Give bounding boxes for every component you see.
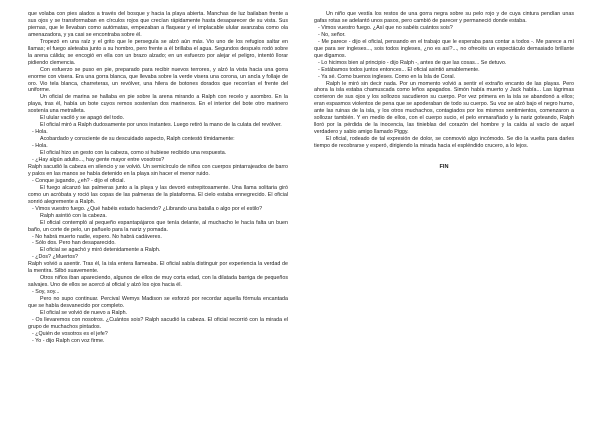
paragraph: El oficial se volvió de nuevo a Ralph. <box>40 309 128 316</box>
closing-word: FIN <box>439 164 449 171</box>
dialogue-line: - Hola. <box>32 143 48 150</box>
dialogue-line: - Vimos vuestro fuego. ¿Así que no sabéis cuántos sois? <box>318 24 453 31</box>
paragraph: Ralph sacudió la cabeza en silencio y se volvió. Un semicírculo de niños con cuerpos pintarrajeados de barro y palos en las manos se había detenido en la playa sin hacer el menor ruido. <box>28 163 288 177</box>
paragraph: que volaba con pies alados a través del bosque y hacia la playa abierta. Manchas de luz bailaban frente a sus ojos y se transformaban en círculos rojos que crecían rápidamente hasta desaparecer de su vista. Sus piernas, que le llevaban como autómatas, empezaban a flaquear y el implacable ulular avanzaba como ola amenazadora, y ya casi se encontraba sobre él. <box>28 11 288 38</box>
dialogue-line: - Soy, soy... <box>32 289 60 296</box>
dialogue-line: - ¿Hay algún adulto..., hay gente mayor entre vosotros? <box>32 157 165 164</box>
dialogue-line: - Lo hicimos bien al principio - dijo Ralph -, antes de que las cosas... Se detuvo. <box>318 59 507 66</box>
dialogue-line: - No, señor. <box>318 31 346 38</box>
dialogue-line: - Yo - dijo Ralph con voz firme. <box>32 337 105 344</box>
paragraph: El ulular vaciló y se apagó del todo. <box>40 115 125 122</box>
dialogue-line: - ¿Dos? ¿Muertos? <box>32 254 79 261</box>
dialogue-line: - Os llevaremos con nosotros. ¿Cuántos sois? Ralph sacudió la cabeza. El oficial recorrió con la mirada el grupo de muchachos pintados. <box>28 316 288 330</box>
paragraph: Ralph le miró sin decir nada. Por un momento volvió a sentir el extraño encanto de las playas. Pero ahora la isla estaba chamuscada como leños apagados. Simón había muerto y Jack había... Las lágrimas corrieron de sus ojos y los sollozos sacudieron su cuerpo. Por vez primera en la isla se abandonó a ellos; eran espasmos violentos de pena que se apoderaban de todo su cuerpo. Su voz se alzó bajo el negro humo, ante las ruinas de la isla, y los otros muchachos, contagiados por los mismos sentimientos, comenzaron a sollozar también. Y en medio de ellos, con el cuerpo sucio, el pelo enmarañado y la nariz goteando, Ralph lloró por la pérdida de la inocencia, las tinieblas del corazón del hombre y la caída al vacío de aquel verdadero y sabio amigo llamado Piggy. <box>314 80 574 136</box>
paragraph: Con esfuerzo se puso en pie, preparado para recibir nuevos terrores, y alzó la vista hacia una gorra enorme con visera. Era una gorra blanca, que llevaba sobre la verde visera una corona, un ancla y follaje de oro. Vio tela blanca, charreteras, un revólver, una hilera de botones dorados que recorrían el frente del uniforme. <box>28 66 288 94</box>
dialogue-line: - No habrá muerto nadie, espero. No habrá cadáveres. <box>32 233 162 240</box>
paragraph: El oficial hizo un gesto con la cabeza, como si hubiese recibido una respuesta. <box>40 150 227 157</box>
paragraph: Otros niños iban apareciendo, algunos de ellos de muy corta edad, con la dilatada barriga de pequeños salvajes. Uno de ellos se acercó al oficial y alzó los ojos hacia él. <box>28 275 288 289</box>
paragraph: Pero no supo continuar. Percival Wemys Madison se esforzó por recordar aquella fórmula encantada que se había desvanecido por completo. <box>28 296 288 310</box>
dialogue-line: - Hola. <box>32 129 48 136</box>
paragraph: El fuego alcanzó las palmeras junto a la playa y las devoró estrepitosamente. Una llama solitaria giró como un acróbata y roció las copas de las palmeras de la plataforma. El cielo estaba ennegrecido. El oficial sonrió alegremente a Ralph. <box>28 184 288 205</box>
paragraph: El oficial, rodeado de tal expresión de dolor, se conmovió algo incómodo. Se dio la vuelta para darles tiempo de recobrarse y esperó, dirigiendo la mirada hacia el espléndido crucero, a lo lejos. <box>314 136 574 150</box>
left-page-column <box>28 11 288 345</box>
dialogue-line: - ¿Quién de vosotros es el jefe? <box>32 330 108 337</box>
dialogue-line: - Me parece - dijo el oficial, pensando en el trabajo que le esperaba para contar a todos -. Me parece a mí que para ser ingleses..., sois todos ingleses, ¿no es así?..., no ofrecéis un espectáculo demasiado brillante que digamos. <box>314 38 574 59</box>
dialogue-line: - Sólo dos. Pero han desaparecido. <box>32 240 116 247</box>
paragraph: El oficial contempló al pequeño espantapájaros que tenía delante, al muchacho le hacía falta un buen baño, un corte de pelo, un pañuelo para la nariz y pomada. <box>28 219 288 233</box>
paragraph: Acobardado y consciente de su descuidado aspecto, Ralph contestó tímidamente: <box>40 136 235 143</box>
dialogue-line: - Ya sé. Como buenos ingleses. Como en la Isla de Coral. <box>318 73 456 80</box>
paragraph: Ralph volvió a asentir. Tras él, la isla entera llameaba. El oficial sabía distinguir por experiencia la verdad de la mentira. Silbó suavemente. <box>28 261 288 275</box>
paragraph: Ralph asintió con la cabeza. <box>40 212 107 219</box>
paragraph: Un niño que vestía los restos de una gorra negra sobre su pelo rojo y de cuya cintura pendían unas gafas rotas se adelantó unos pasos, pero cambió de parecer y permaneció donde estaba. <box>314 11 574 24</box>
dialogue-line: - Conque jugando, ¿eh? - dijo el oficial. <box>32 177 125 184</box>
dialogue-line: - Estábamos todos juntos entonces... El oficial asintió amablemente. <box>318 66 480 73</box>
dialogue-line: - Vimos vuestro fuego. ¿Qué habéis estado haciendo? ¿Librando una batalla o algo por el estilo? <box>32 205 263 212</box>
right-page-column <box>314 11 574 171</box>
paragraph: El oficial miró a Ralph dudosamente por unos instantes. Luego retiró la mano de la culata del revólver. <box>40 122 282 129</box>
paragraph: Un oficial de marina se hallaba en pie sobre la arena mirando a Ralph con recelo y asombro. En la playa, tras él, había un bote cuyos remos sostenían dos marineros. En el interior del bote otro marinero sostenía una metralleta. <box>28 94 288 115</box>
paragraph: El oficial se agachó y miró detenidamente a Ralph. <box>40 247 161 254</box>
paragraph: Tropezó en una raíz y el grito que le perseguía se alzó aún más. Vio uno de los refugios saltar en llamas; el fuego aleteaba junto a su hombro, pero frente a él brillaba el agua. Segundos después rodó sobre la arena cálida; se encogió en ella con un brazo alzado; en un esfuerzo por alejar el peligro, intentó llorar pidiendo clemencia. <box>28 38 288 66</box>
